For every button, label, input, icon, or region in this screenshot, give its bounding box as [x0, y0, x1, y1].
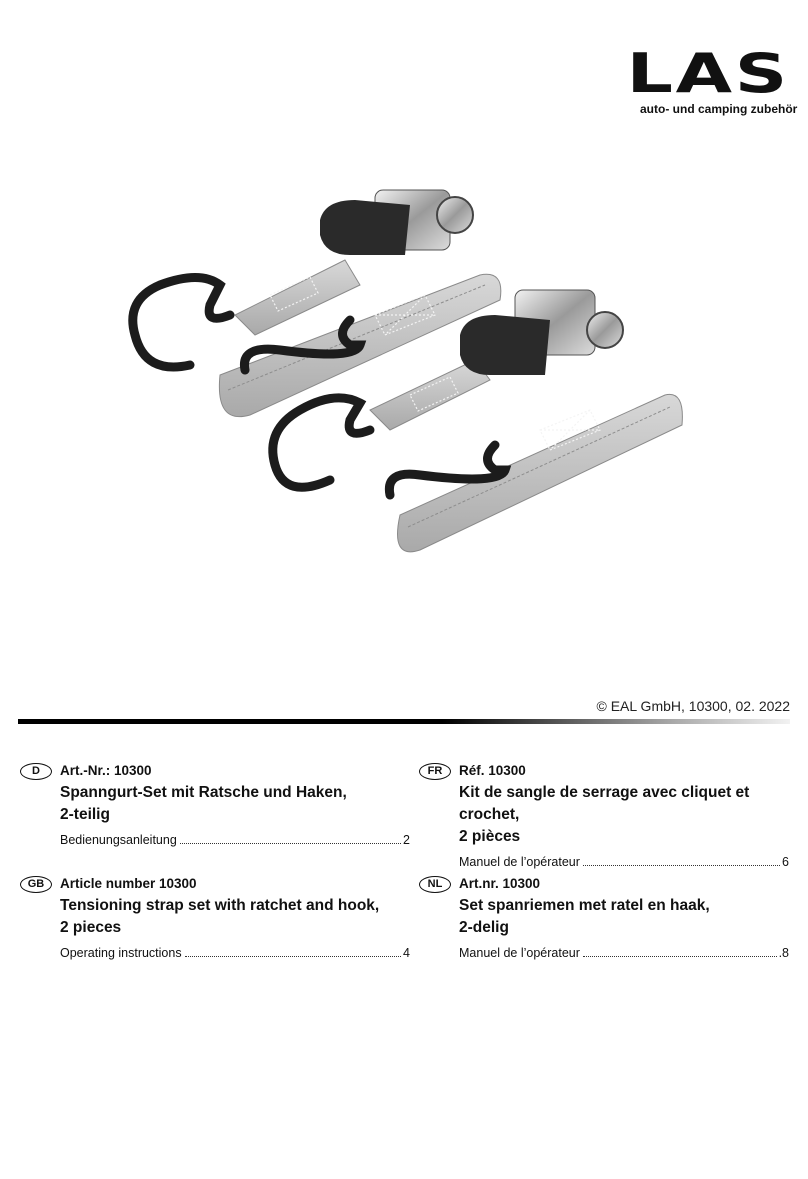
toc-entry: [60, 832, 410, 848]
divider-rule: [18, 719, 790, 724]
section-de: [32, 762, 410, 848]
page-number: 4: [403, 946, 410, 960]
page-number: 2: [403, 833, 410, 847]
toc-entry: [459, 945, 789, 961]
language-badge: GB: [20, 876, 52, 893]
logo-mark: LAS: [626, 42, 790, 105]
section-nl: [427, 875, 789, 961]
manual-label: Manuel de l’opérateur: [459, 855, 580, 869]
article-number: Article number 10300: [60, 876, 197, 891]
product-title: [60, 782, 410, 826]
manual-label: Manuel de l’opérateur: [459, 946, 580, 960]
product-title: [459, 895, 789, 939]
page-number: 6: [782, 855, 789, 869]
toc-leader-dots: [185, 956, 401, 957]
manual-label: Bedienungsanleitung: [60, 833, 177, 847]
toc-leader-dots: [583, 865, 780, 866]
product-title-line2: 2 pièces: [459, 828, 521, 845]
product-title-line2: 2-delig: [459, 919, 509, 936]
product-title-line1: Set spanriemen met ratel en haak,: [459, 897, 710, 914]
toc-entry: [60, 945, 410, 961]
article-number: Art.-Nr.: 10300: [60, 763, 152, 778]
strap-set-2: [273, 290, 683, 552]
product-title-line1: Tensioning strap set with ratchet and hook,: [60, 897, 380, 914]
product-title-line2: 2 pieces: [60, 919, 122, 936]
manual-label: Operating instructions: [60, 946, 182, 960]
toc-entry: [459, 854, 789, 870]
product-title-line2: 2-teilig: [60, 806, 110, 823]
language-badge: NL: [419, 876, 451, 893]
language-badge: D: [20, 763, 52, 780]
product-image: [120, 175, 700, 570]
product-title-line1: Kit de sangle de serrage avec cliquet et crochet,: [459, 784, 750, 823]
toc-leader-dots: [583, 956, 777, 957]
logo-tagline: auto- und camping zubehör: [640, 102, 798, 116]
section-gb: [27, 875, 410, 961]
product-title: [60, 895, 410, 939]
toc-leader-dots: [180, 843, 401, 844]
brand-logo: [626, 42, 798, 116]
copyright-note: © EAL GmbH, 10300, 02. 2022: [596, 698, 790, 714]
product-title: [459, 782, 789, 848]
page-number: .8: [778, 946, 789, 960]
article-number: Réf. 10300: [459, 763, 526, 778]
article-number: Art.nr. 10300: [459, 876, 541, 891]
language-badge: FR: [419, 763, 451, 780]
product-title-line1: Spanngurt-Set mit Ratsche und Haken,: [60, 784, 347, 801]
section-fr: [427, 762, 789, 870]
